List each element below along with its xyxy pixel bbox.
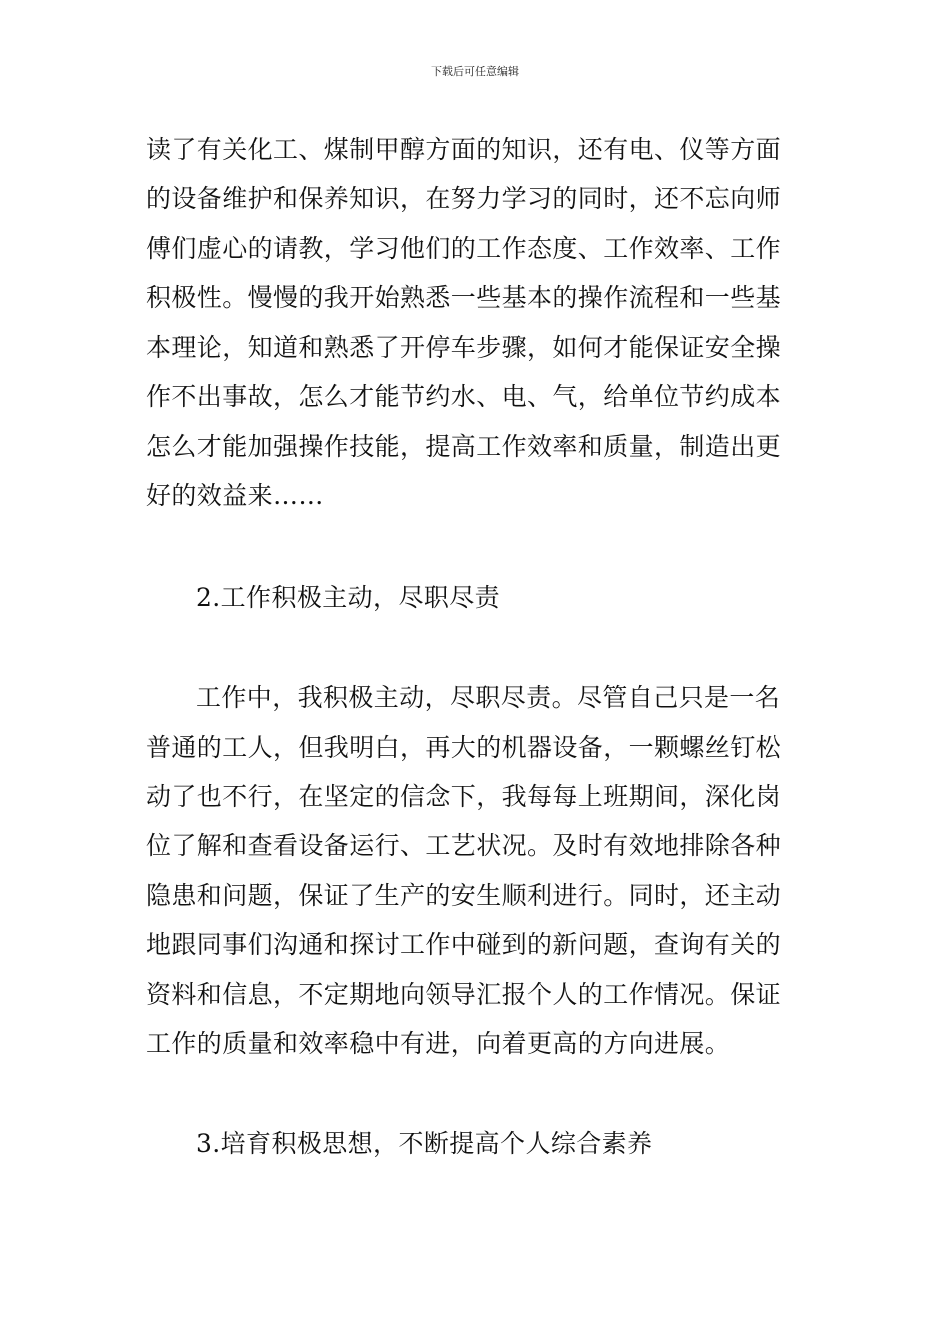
- paragraph-1-line-1: 读了有关化工、煤制甲醇方面的知识，还有电、仪等方面: [146, 135, 782, 164]
- paragraph-2-line-5: 隐患和问题，保证了生产的安生顺利进行。同时，还主动: [146, 881, 782, 910]
- paragraph-1-line-6: 作不出事故，怎么才能节约水、电、气，给单位节约成本: [146, 382, 782, 411]
- paragraph-1-line-8: 好的效益来……: [146, 481, 324, 510]
- paragraph-1-line-7: 怎么才能加强操作技能，提高工作效率和质量，制造出更: [146, 432, 782, 461]
- paragraph-2-line-7: 资料和信息，不定期地向领导汇报个人的工作情况。保证: [146, 980, 782, 1009]
- paragraph-2-line-1: 工作中，我积极主动，尽职尽责。尽管自己只是一名: [196, 683, 781, 712]
- paragraph-2-line-8: 工作的质量和效率稳中有进，向着更高的方向进展。: [146, 1029, 731, 1058]
- paragraph-2-line-6: 地跟同事们沟通和探讨工作中碰到的新问题，查询有关的: [146, 930, 782, 959]
- paragraph-1-line-3: 傅们虚心的请教，学习他们的工作态度、工作效率、工作: [146, 234, 782, 263]
- section-heading-2: 2.工作积极主动，尽职尽责: [196, 583, 501, 612]
- paragraph-2-line-3: 动了也不行，在坚定的信念下，我每每上班期间，深化岗: [146, 782, 782, 811]
- paragraph-1-line-2: 的设备维护和保养知识，在努力学习的同时，还不忘向师: [146, 184, 782, 213]
- paragraph-2-line-2: 普通的工人，但我明白，再大的机器设备，一颗螺丝钉松: [146, 733, 782, 762]
- page-header: 下载后可任意编辑: [431, 65, 519, 78]
- paragraph-1-line-5: 本理论，知道和熟悉了开停车步骤，如何才能保证安全操: [146, 333, 782, 362]
- paragraph-2-line-4: 位了解和查看设备运行、工艺状况。及时有效地排除各种: [146, 831, 782, 860]
- section-heading-3: 3.培育积极思想，不断提高个人综合素养: [196, 1129, 653, 1158]
- paragraph-1-line-4: 积极性。慢慢的我开始熟悉一些基本的操作流程和一些基: [146, 283, 782, 312]
